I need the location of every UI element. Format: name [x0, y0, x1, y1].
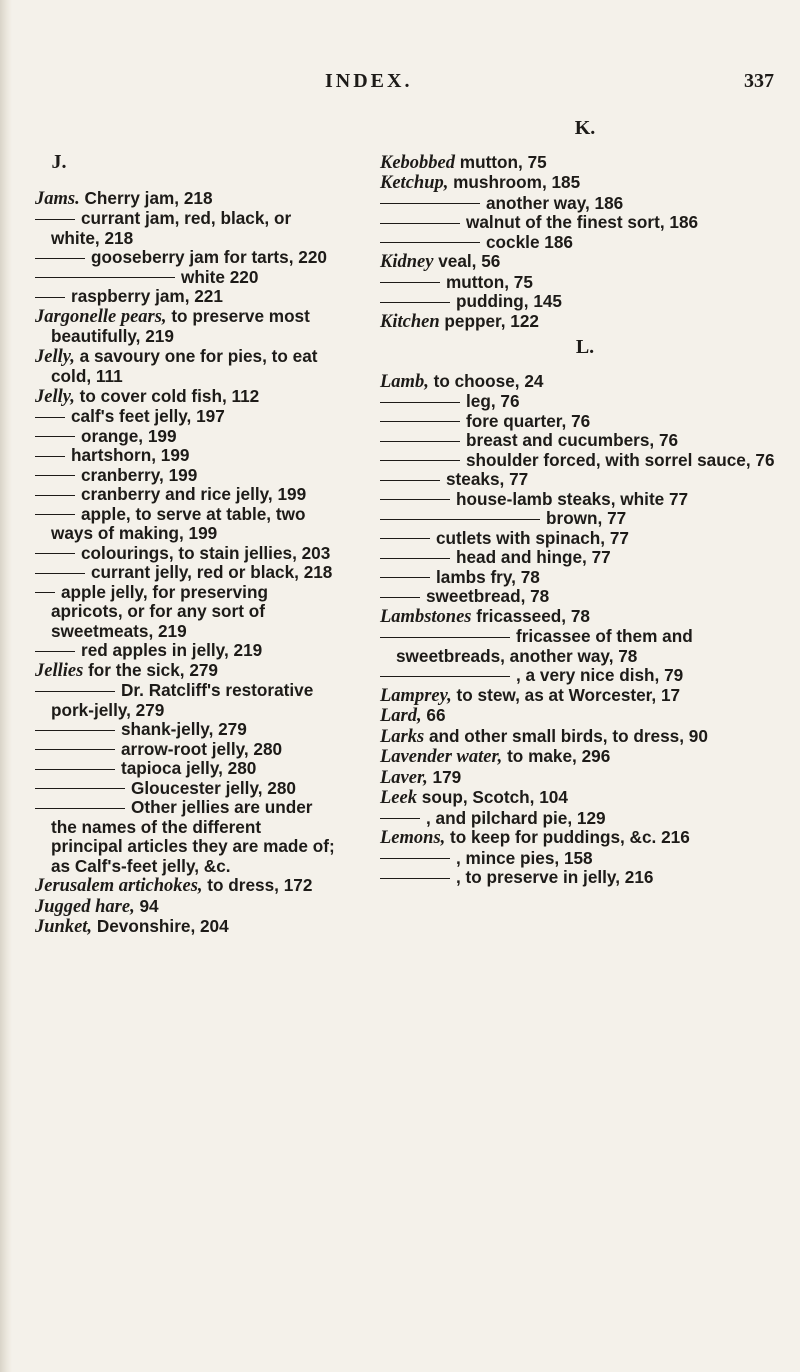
index-entry: [35, 917, 335, 938]
index-entry: [380, 828, 790, 849]
index-entry: [380, 548, 790, 568]
index-entry: [380, 809, 790, 829]
ditto-dash: [35, 553, 75, 554]
index-entry: [380, 868, 790, 888]
index-entry: [380, 252, 790, 273]
ditto-dash: [35, 436, 75, 437]
index-entry: [35, 268, 335, 288]
entry-text: fore quarter, 76: [466, 410, 591, 431]
entry-text: brown, 77: [546, 508, 627, 528]
index-entry: [380, 451, 790, 471]
entry-heading: Kidney: [380, 252, 434, 272]
index-entries-j: [35, 189, 335, 938]
ditto-dash: [35, 651, 75, 652]
index-entry: [35, 544, 335, 564]
ditto-dash: [35, 573, 85, 574]
entry-text: to keep for puddings, &c. 216: [445, 827, 690, 847]
index-entry: [35, 347, 335, 387]
index-entry: [35, 583, 335, 642]
ditto-dash: [35, 417, 65, 418]
entry-text: Gloucester jelly, 280: [131, 777, 296, 798]
index-entry: [380, 431, 790, 451]
entry-text: fricasseed, 78: [471, 605, 590, 626]
running-title: INDEX.: [325, 70, 413, 92]
entry-text: mushroom, 185: [448, 172, 581, 192]
index-entry: [380, 849, 790, 869]
entry-text: cutlets with spinach, 77: [436, 527, 629, 548]
entry-heading: Laver,: [380, 767, 428, 788]
index-entry: [380, 568, 790, 588]
index-entry: [35, 248, 335, 268]
entry-text: , mince pies, 158: [456, 847, 593, 868]
ditto-dash: [35, 788, 125, 789]
entry-heading: Lamb,: [380, 371, 429, 392]
entry-text: 94: [134, 895, 159, 916]
entry-text: veal, 56: [433, 251, 501, 271]
entry-text: tapioca jelly, 280: [121, 758, 257, 778]
index-entry: [35, 897, 335, 918]
ditto-dash: [35, 514, 75, 515]
index-entry: [380, 233, 790, 253]
index-entry: [380, 173, 790, 194]
entry-heading: Jelly,: [35, 346, 75, 367]
index-entry: [35, 740, 335, 760]
entry-text: Other jellies are under the names of the different principal articles they are made of; as Calf's-feet jelly, &c.: [51, 797, 335, 876]
ditto-dash: [380, 577, 430, 578]
entry-text: to choose, 24: [428, 370, 544, 391]
index-entry: [380, 273, 790, 293]
ditto-dash: [380, 223, 460, 224]
entry-text: mutton, 75: [455, 151, 547, 172]
index-entry: [35, 563, 335, 583]
index-entries-l: [380, 372, 790, 888]
entry-heading: Junket,: [35, 917, 93, 937]
entry-text: mutton, 75: [446, 271, 533, 292]
ditto-dash: [380, 242, 480, 243]
entry-heading: Lemons,: [380, 828, 446, 848]
index-entry: [35, 427, 335, 447]
index-entry: [35, 759, 335, 779]
entry-text: for the sick, 279: [83, 659, 218, 680]
ditto-dash: [380, 302, 450, 303]
index-entry: [35, 779, 335, 799]
entry-text: shank-jelly, 279: [121, 719, 247, 739]
ditto-dash: [35, 456, 65, 457]
index-entry: [35, 485, 335, 505]
index-entry: [35, 209, 335, 248]
entry-heading: Lamprey,: [380, 685, 452, 706]
entry-text: Cherry jam, 218: [79, 187, 213, 208]
index-entry: [380, 412, 790, 432]
ditto-dash: [35, 297, 65, 298]
entry-text: leg, 76: [466, 391, 520, 411]
entry-text: 66: [421, 705, 446, 725]
ditto-dash: [35, 808, 125, 809]
index-entry: [35, 189, 335, 210]
ditto-dash: [35, 495, 75, 496]
ditto-dash: [380, 558, 450, 559]
ditto-dash: [380, 441, 460, 442]
index-entry: [380, 706, 790, 727]
entry-text: and other small birds, to dress, 90: [424, 725, 708, 746]
entry-text: breast and cucumbers, 76: [466, 430, 679, 450]
entry-text: sweetbread, 78: [426, 586, 550, 606]
index-entry: [380, 529, 790, 549]
page-edge: [0, 0, 12, 1372]
ditto-dash: [35, 730, 115, 731]
entry-text: house-lamb steaks, white 77: [456, 488, 689, 509]
ditto-dash: [380, 637, 510, 638]
index-entry: [380, 392, 790, 412]
page-header: [0, 70, 800, 100]
index-entry: [380, 747, 790, 768]
index-entry: [380, 470, 790, 490]
entry-text: to dress, 172: [202, 875, 313, 895]
entry-text: to stew, as at Worcester, 17: [451, 684, 681, 705]
index-entry: [380, 490, 790, 510]
entry-text: pepper, 122: [439, 310, 539, 331]
ditto-dash: [380, 538, 430, 539]
index-entry: [380, 312, 790, 333]
ditto-dash: [380, 499, 450, 500]
entry-text: orange, 199: [81, 425, 177, 446]
index-entry: [380, 788, 790, 809]
ditto-dash: [35, 691, 115, 692]
index-entry: [35, 641, 335, 661]
entry-heading: Larks: [380, 726, 425, 747]
entry-text: Dr. Ratcliff's restorative pork-jelly, 279: [51, 680, 314, 720]
entry-heading: Kitchen: [380, 311, 440, 332]
index-entry: [380, 587, 790, 607]
ditto-dash: [35, 277, 175, 278]
entry-heading: Ketchup,: [380, 173, 449, 193]
entry-text: colourings, to stain jellies, 203: [81, 542, 331, 563]
entry-heading: Jams.: [35, 188, 80, 209]
index-entry: [380, 213, 790, 233]
entry-heading: Kebobbed: [380, 152, 456, 173]
entry-heading: Lambstones: [380, 606, 472, 627]
entry-text: white 220: [181, 266, 259, 287]
section-letter-k: K.: [574, 117, 596, 139]
entry-heading: Jugged hare,: [35, 896, 135, 917]
index-entry: [35, 466, 335, 486]
entry-text: walnut of the finest sort, 186: [466, 212, 699, 232]
entry-text: red apples in jelly, 219: [81, 640, 263, 660]
entry-text: cranberry, 199: [81, 464, 198, 485]
entry-text: currant jam, red, black, or white, 218: [51, 208, 292, 248]
ditto-dash: [35, 219, 75, 220]
entry-text: raspberry jam, 221: [71, 286, 223, 306]
page-number: 337: [744, 70, 774, 92]
entry-heading: Lard,: [380, 706, 422, 726]
entry-text: Devonshire, 204: [92, 916, 229, 936]
index-entry: [380, 686, 790, 707]
ditto-dash: [380, 878, 450, 879]
index-entries-k: [380, 153, 790, 333]
ditto-dash: [380, 282, 440, 283]
entry-heading: Lavender water,: [380, 747, 503, 767]
entry-text: calf's feet jelly, 197: [71, 406, 225, 426]
ditto-dash: [380, 421, 460, 422]
ditto-dash: [35, 769, 115, 770]
index-entry: [380, 509, 790, 529]
ditto-dash: [35, 258, 85, 259]
ditto-dash: [380, 402, 460, 403]
index-entry: [380, 627, 790, 666]
index-entry: [35, 661, 335, 682]
index-entry: [380, 194, 790, 214]
left-column: [35, 145, 335, 938]
index-entry: [380, 768, 790, 789]
right-column: [380, 113, 790, 888]
entry-text: steaks, 77: [446, 469, 529, 489]
entry-heading: Jellies: [35, 660, 84, 681]
index-entry: [380, 372, 790, 393]
entry-text: , to preserve in jelly, 216: [456, 867, 654, 887]
section-letter-l: L.: [575, 336, 595, 358]
entry-text: pudding, 145: [456, 291, 562, 311]
ditto-dash: [35, 475, 75, 476]
index-entry: [380, 666, 790, 686]
entry-text: fricassee of them and sweetbreads, another way, 78: [396, 626, 693, 666]
index-entry: [35, 505, 335, 544]
ditto-dash: [380, 203, 480, 204]
index-entry: [35, 407, 335, 427]
index-entry: [380, 153, 790, 174]
index-entry: [35, 446, 335, 466]
index-entry: [35, 876, 335, 897]
entry-text: gooseberry jam for tarts, 220: [91, 247, 327, 267]
entry-text: to make, 296: [502, 746, 611, 766]
entry-heading: Jargonelle pears,: [35, 306, 167, 327]
entry-heading: Jerusalem artichokes,: [35, 876, 203, 896]
entry-text: apple, to serve at table, two ways of making, 199: [51, 503, 306, 543]
entry-text: apple jelly, for preserving apricots, or for any sort of sweetmeats, 219: [51, 581, 268, 641]
entry-heading: Leek: [380, 788, 417, 808]
index-entry: [35, 681, 335, 720]
index-entry: [380, 292, 790, 312]
ditto-dash: [380, 818, 420, 819]
entry-text: soup, Scotch, 104: [416, 787, 568, 807]
ditto-dash: [380, 519, 540, 520]
ditto-dash: [380, 480, 440, 481]
entry-text: , and pilchard pie, 129: [426, 807, 606, 828]
ditto-dash: [380, 858, 450, 859]
index-entry: [35, 720, 335, 740]
entry-text: shoulder forced, with sorrel sauce, 76: [466, 449, 775, 470]
entry-text: currant jelly, red or black, 218: [91, 562, 333, 582]
index-entry: [35, 798, 335, 876]
entry-text: arrow-root jelly, 280: [121, 738, 283, 759]
index-entry: [380, 607, 790, 628]
entry-text: cranberry and rice jelly, 199: [81, 484, 307, 504]
index-entry: [35, 307, 335, 347]
ditto-dash: [380, 597, 420, 598]
entry-heading: Jelly,: [35, 386, 75, 407]
entry-text: , a very nice dish, 79: [516, 665, 684, 685]
ditto-dash: [380, 460, 460, 461]
entry-text: hartshorn, 199: [71, 445, 190, 465]
index-entry: [380, 727, 790, 748]
entry-text: a savoury one for pies, to eat cold, 111: [51, 345, 318, 386]
index-entry: [35, 387, 335, 408]
ditto-dash: [35, 592, 55, 593]
entry-text: 179: [427, 766, 462, 787]
section-letter-j: J.: [51, 151, 67, 173]
entry-text: lambs fry, 78: [436, 566, 540, 587]
ditto-dash: [35, 749, 115, 750]
entry-text: another way, 186: [486, 192, 624, 213]
index-entry: [35, 287, 335, 307]
entry-text: cockle 186: [486, 231, 573, 252]
entry-text: to preserve most beautifully, 219: [51, 305, 310, 346]
entry-text: to cover cold fish, 112: [74, 385, 260, 406]
entry-text: head and hinge, 77: [456, 547, 611, 567]
ditto-dash: [380, 676, 510, 677]
